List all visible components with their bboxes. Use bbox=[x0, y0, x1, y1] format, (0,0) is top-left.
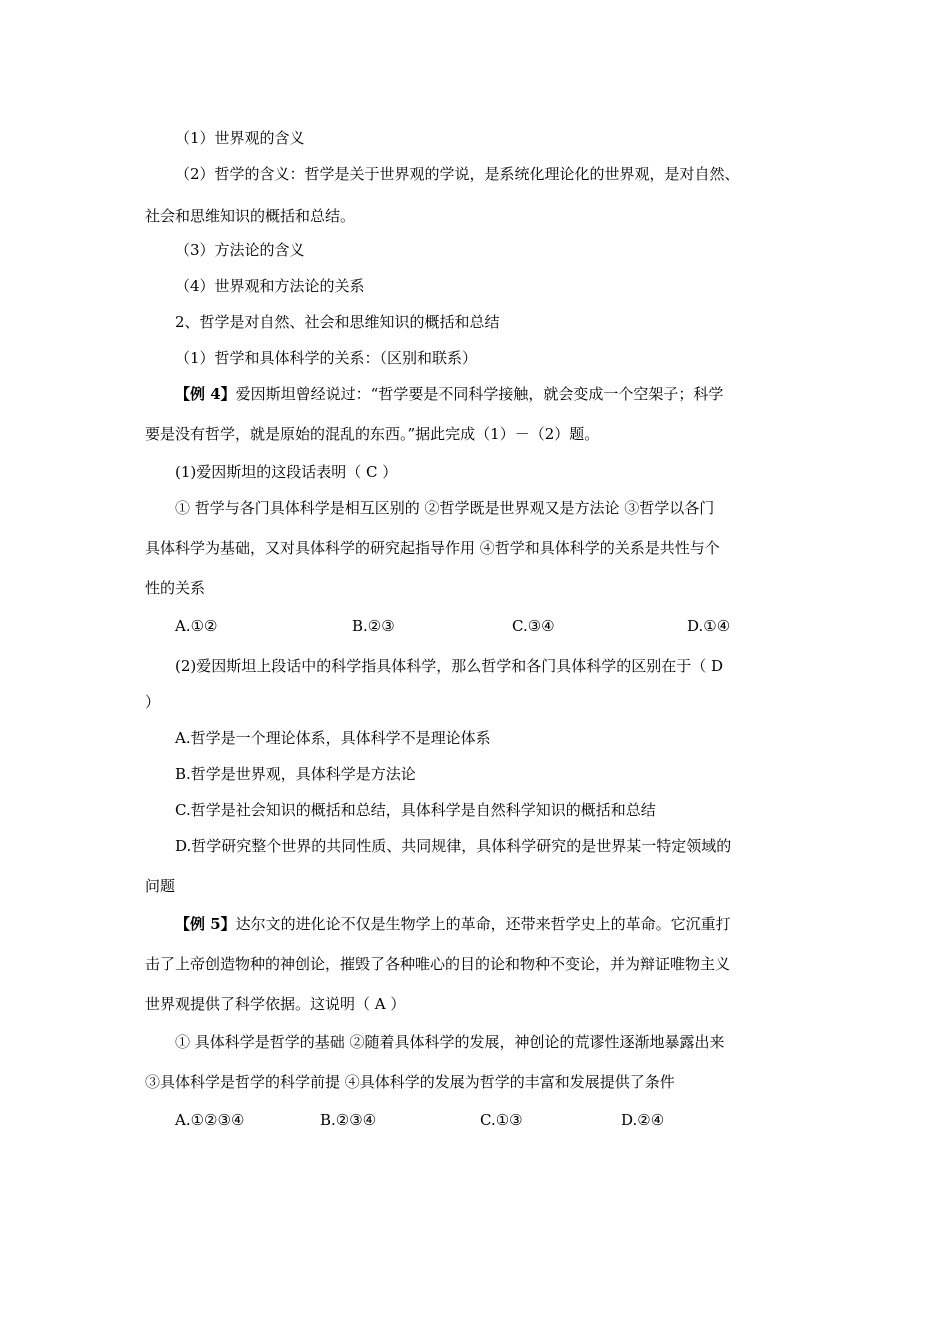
example-5-line bbox=[175, 914, 731, 934]
text-line: （1）哲学和具体科学的关系：（区别和联系） bbox=[175, 349, 478, 367]
statement-line: ① 具体科学是哲学的基础 ②随着具体科学的发展，神创论的荒谬性逐渐地暴露出来 bbox=[175, 1033, 725, 1051]
statement-line: 性的关系 bbox=[145, 579, 206, 597]
text-line: （1）世界观的含义 bbox=[175, 129, 305, 147]
statement-line: ① 哲学与各门具体科学是相互区别的 ②哲学既是世界观又是方法论 ③哲学以各门 bbox=[175, 499, 715, 517]
option-c: C.③④ bbox=[512, 617, 555, 635]
text-line: 2、哲学是对自然、社会和思维知识的概括和总结 bbox=[175, 313, 500, 331]
text-line: （4）世界观和方法论的关系 bbox=[175, 277, 365, 295]
text-line: 要是没有哲学，就是原始的混乱的东西。”据此完成（1）－（2）题。 bbox=[145, 425, 600, 443]
example-4-text: 爱因斯坦曾经说过：“哲学要是不同科学接触，就会变成一个空架子；科学 bbox=[235, 385, 724, 403]
example-4-label: 【例 4】 bbox=[175, 385, 236, 403]
text-line: 击了上帝创造物种的神创论，摧毁了各种唯心的目的论和物种不变论，并为辩证唯物主义 bbox=[145, 955, 731, 973]
option-c: C.哲学是社会知识的概括和总结，具体科学是自然科学知识的概括和总结 bbox=[175, 801, 656, 819]
option-a: A.哲学是一个理论体系，具体科学不是理论体系 bbox=[175, 729, 491, 747]
example-4-line bbox=[175, 384, 723, 404]
example-5-text: 达尔文的进化论不仅是生物学上的革命，还带来哲学史上的革命。它沉重打 bbox=[235, 915, 731, 933]
example-5-label: 【例 5】 bbox=[175, 915, 236, 933]
statement-line: 具体科学为基础，又对具体科学的研究起指导作用 ④哲学和具体科学的关系是共性与个 bbox=[145, 539, 720, 557]
option-a: A.①②③④ bbox=[175, 1111, 245, 1129]
text-line: 社会和思维知识的概括和总结。 bbox=[145, 207, 356, 225]
option-b: B.哲学是世界观，具体科学是方法论 bbox=[175, 765, 416, 783]
text-line: （3）方法论的含义 bbox=[175, 241, 305, 259]
text-line: ） bbox=[145, 693, 161, 711]
option-a: A.①② bbox=[175, 617, 218, 635]
statement-line: ③具体科学是哲学的科学前提 ④具体科学的发展为哲学的丰富和发展提供了条件 bbox=[145, 1073, 675, 1091]
question-2: (2)爱因斯坦上段话中的科学指具体科学，那么哲学和各门具体科学的区别在于（ D bbox=[175, 657, 724, 675]
option-b: B.②③ bbox=[352, 617, 395, 635]
text-line: 世界观提供了科学依据。这说明（ A ） bbox=[145, 995, 406, 1013]
question-1: (1)爱因斯坦的这段话表明（ C ） bbox=[175, 463, 398, 481]
option-d: D.②④ bbox=[621, 1111, 665, 1129]
option-d: D.①④ bbox=[687, 617, 731, 635]
text-line: （2）哲学的含义：哲学是关于世界观的学说，是系统化理论化的世界观，是对自然、 bbox=[175, 165, 740, 183]
option-d: D.哲学研究整个世界的共同性质、共同规律，具体科学研究的是世界某一特定领域的 bbox=[175, 837, 732, 855]
option-c: C.①③ bbox=[480, 1111, 523, 1129]
option-b: B.②③④ bbox=[320, 1111, 377, 1129]
text-line: 问题 bbox=[145, 877, 176, 895]
